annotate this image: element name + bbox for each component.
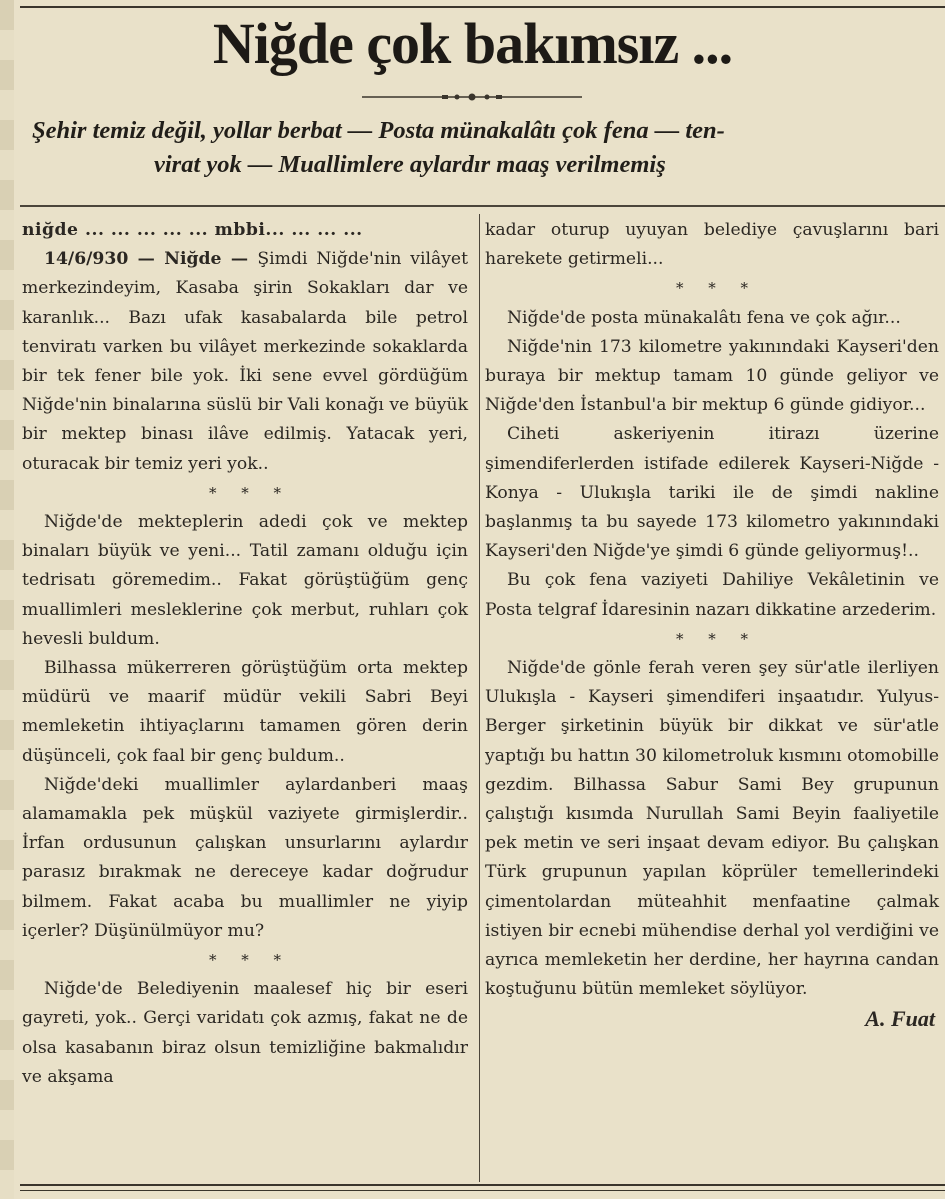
ornament-divider <box>362 90 582 104</box>
subheadline-line-1: Şehir temiz değil, yollar berbat — Posta münakalâtı çok fena — ten- <box>32 117 725 144</box>
page-binding-edge <box>0 0 14 1199</box>
paragraph: Niğde'de gönle ferah veren şey sür'atle ilerliyen Ulukışla - Kayseri şimendiferi inşaatıdır. Yulyus-Berger şirketinin büyük bir dikkat ve sür'atle yaptığı bu hattın 30 kilometroluk kısmını otomobille gezdim. Bilhassa Sabur Sami Bey grupunun çalıştığı kısımda Nurullah Sami Beyin faaliyetile pek metin ve seri inşaat devam ediyor. Bu çalışkan Türk grupunun yapılan köprüler temellerindeki çimentolardan müteahhit menfaatine çalmak istiyen bir ecnebi mühendise derhal yol verdiğini ve ayrıca memleketin her derdine, her hayrına candan koştuğunu bütün memleket söylüyor. <box>485 658 939 1000</box>
bottom-rule <box>20 1190 945 1191</box>
left-column <box>22 216 468 1092</box>
paragraph: Niğde'nin 173 kilometre yakınındaki Kayseri'den buraya bir mektup tamam 10 günde geliyor ve Niğde'den İstanbul'a bir mektup 6 günde gidiyor... <box>485 336 939 416</box>
bottom-rule <box>20 1184 945 1186</box>
paragraph: Niğde'de Belediyenin maalesef hiç bir eseri gayreti, yok.. Gerçi varidatı çok azmış, fakat ne de olsa kasabanın biraz olsun temizliğine bakmalıdır ve akşama <box>22 979 468 1087</box>
section-stars: * * * <box>208 483 292 502</box>
section-stars: * * * <box>675 279 759 298</box>
paragraph: Bu çok fena vaziyeti Dahiliye Vekâletinin ve Posta telgraf İdaresinin nazarı dikkatine arzederim. <box>485 570 939 620</box>
column-divider <box>479 214 480 1182</box>
paragraph: Ciheti askeriyenin itirazı üzerine şimendiferlerden istifade edilerek Kayseri-Niğde - Konya - Ulukışla tariki ile de şimdi nakline başlanmış ta bu sayede 173 kilometro yakınındaki Kayseri'den Niğde'ye şimdi 6 günde geliyormuş!.. <box>485 424 939 562</box>
section-stars: * * * <box>675 629 759 648</box>
top-rule <box>20 0 945 8</box>
subheadline-line-2: virat yok — Muallimlere aylardır maaş verilmemiş <box>154 151 666 178</box>
paragraph: Bilhassa mükerreren görüştüğüm orta mektep müdürü ve maarif müdür vekili Sabri Beyi memleketin ihtiyaçlarını tamamen gören derin düşünceli, çok faal bir genç buldum.. <box>22 658 468 766</box>
paragraph: Niğde'de mekteplerin adedi çok ve mektep binaları büyük ve yeni... Tatil zamanı olduğu için tedrisatı göremedim.. Fakat görüştüğüm genç muallimleri mesleklerine çok merbut, ruhları çok hevesli buldum. <box>22 512 468 649</box>
paragraph: Niğde'deki muallimler aylardanberi maaş alamamakla pek müşkül vaziyete girmişlerdir.. İrfan ordusunun çalışkan unsurlarını aylardır parasız bırakmak ne dereceye kadar doğrudur bilmem. Fakat acaba bu muallimler ne yiyip içerler? Düşünülmüyor mu? <box>22 774 468 941</box>
right-column <box>485 216 939 1033</box>
author-signature: A. Fuat <box>865 1006 935 1032</box>
dateline-lead: 14/6/930 — Niğde — <box>44 249 258 270</box>
section-stars: * * * <box>208 951 292 970</box>
headline: Niğde çok bakımsız ... <box>212 11 733 76</box>
section-rule <box>20 205 945 207</box>
subheadline <box>20 114 940 182</box>
paragraph: Niğde'de posta münakalâtı fena ve çok ağır... <box>507 307 901 328</box>
paragraph <box>22 245 468 479</box>
paragraph-text: Şimdi Niğde'nin vilâyet merkezindeyim, Kasaba şirin Sokakları dar ve karanlık... Bazı ufak kasabalarda bile petrol tenviratı varken bu vilâyet merkezinde sokaklarda bir tek fener bile yok. İki sene evvel gördüğüm Niğde'nin binalarına süslü bir Vali konağı ve büyük bir mektep binası ilâve edilmiş. Yatacak yeri, oturacak bir temiz yeri yok.. <box>22 249 468 474</box>
dateline: niğde ... ... ... ... ... mbbi... ... ... ... <box>22 220 363 240</box>
paragraph: kadar oturup uyuyan belediye çavuşlarını bari harekete getirmeli... <box>485 220 939 270</box>
